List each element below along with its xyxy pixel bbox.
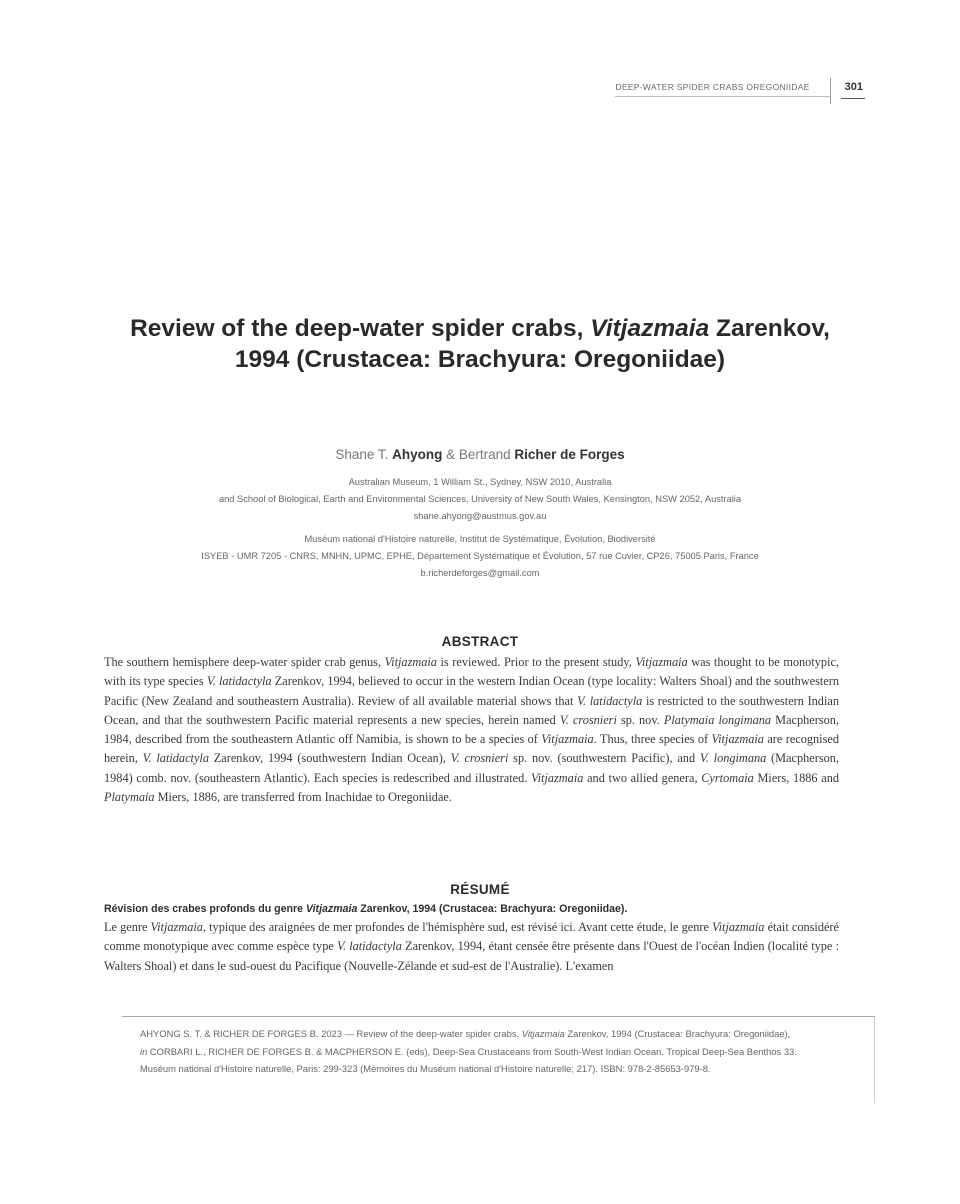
resume-heading: RÉSUMÉ <box>450 882 510 897</box>
author-line <box>0 447 960 462</box>
taxon-name: V. latidactyla <box>142 751 209 766</box>
text-run: (Macpherson, 1984) comb. nov. (southeastern Atlantic). Each species is redescribed and illustrated. <box>104 751 840 785</box>
author-separator: & <box>442 447 459 462</box>
text-run: , typique des araignées de mer profondes de l'hémisphère sud, est révisé ici. Avant cette étude, le genre <box>202 920 713 934</box>
affiliation-1-email[interactable]: shane.ahyong@austmus.gov.au <box>413 511 547 521</box>
taxon-name: Vitjazmaia <box>712 920 765 934</box>
text-run: are recognised herein, <box>104 732 839 766</box>
taxon-name: V. crosnieri <box>559 712 617 727</box>
text-run: était considéré comme monotypique avec comme espèce type <box>104 920 839 954</box>
text-run: Zarenkov, 1994 (southwestern Indian Ocean), <box>208 751 451 766</box>
author1-family: Ahyong <box>392 447 443 462</box>
text-run: sp. nov. (southwestern Pacific), and <box>508 751 700 766</box>
text-run: Miers, 1886 and <box>753 770 839 785</box>
resume-subtitle <box>104 903 627 915</box>
affiliation-2-line-1: Muséum national d'Histoire naturelle, Institut de Systématique, Évolution, Biodiversité <box>304 534 656 544</box>
citation-line-3: Muséum national d'Histoire naturelle, Paris: 299-323 (Mémoires du Muséum national d'Histoire naturelle; 217). ISBN: 978-2-85653-979-8. <box>140 1063 711 1074</box>
author1-given: Shane T. <box>335 447 393 462</box>
taxon-name: Vitjazmaia <box>150 920 203 934</box>
page-number: 301 <box>841 78 865 99</box>
citation-in: in <box>140 1045 148 1057</box>
taxon-name: Cyrtomaia <box>701 770 754 785</box>
taxon-name: V. crosnieri <box>450 751 509 766</box>
affiliation-1-line-1: Australian Museum, 1 William St., Sydney, NSW 2010, Australia <box>348 477 612 487</box>
taxon-name: V. longimana <box>699 751 767 766</box>
abstract-body <box>104 653 839 807</box>
text-run: . Thus, three species of <box>593 732 712 747</box>
affiliation-1 <box>0 474 960 525</box>
taxon-name: V. latidactyla <box>577 693 643 708</box>
text-run: is restricted to the southwestern Indian Ocean, and that the southwestern Pacific material represents a new species, herein named <box>104 693 839 727</box>
taxon-name: Vitjazmaia <box>531 770 584 785</box>
taxon-name: Vitjazmaia <box>711 732 764 747</box>
citation-line-1 <box>140 1025 860 1043</box>
text-run: Zarenkov, 1994, believed to occur in the western Indian Ocean (type locality: Walters Shoal) and the southwestern Pacific (New Zealand and southeastern Australia). Review of all available material shows that <box>104 674 839 708</box>
citation-authors: AHYONG S. T. & RICHER DE FORGES B. 2023 — Review of the deep-water spider crabs, <box>140 1028 522 1039</box>
resume-body <box>104 918 839 976</box>
taxon-name: Platymaia <box>104 790 155 805</box>
taxon-name: Platymaia longimana <box>663 712 772 727</box>
affiliation-2-line-2: ISYEB - UMR 7205 - CNRS, MNHN, UPMC, EPHE, Département Systématique et Évolution, 57 rue Cuvier, CP26, 75005 Paris, France <box>201 551 759 561</box>
text-run: Le genre <box>104 920 151 934</box>
author2-family: Richer de Forges <box>514 447 625 462</box>
text-run: and two allied genera, <box>583 770 702 785</box>
text-run: sp. nov. <box>616 712 664 727</box>
taxon-name: V. latidactyla <box>206 674 272 689</box>
title-line2: 1994 (Crustacea: Brachyura: Oregoniidae) <box>234 346 726 373</box>
text-run: The southern hemisphere deep-water spider crab genus, <box>104 655 385 669</box>
affiliation-2-email[interactable]: b.richerdeforges@gmail.com <box>420 568 540 578</box>
citation-box <box>122 1016 875 1103</box>
text-run: Zarenkov, 1994, étant censée être présente dans l'Ouest de l'océan Indien (localité type : Walters Shoal) et dans le sud-ouest du Pacifique (Nouvelle-Zélande et sud-est de l'Australie). L'examen <box>104 939 839 973</box>
resume-subtitle-genus: Vitjazmaia <box>305 903 358 915</box>
affiliation-1-line-2: and School of Biological, Earth and Environmental Sciences, University of New South Wales, Kensington, NSW 2052, Australia <box>218 494 742 504</box>
abstract-heading: ABSTRACT <box>441 634 519 649</box>
title-part2: Zarenkov, <box>709 315 830 342</box>
citation-source: CORBARI L., RICHER DE FORGES B. & MACPHERSON E. (eds), Deep-Sea Crustaceans from South-West Indian Ocean. Tropical Deep-Sea Benthos 33. <box>147 1045 797 1057</box>
taxon-name: V. latidactyla <box>337 939 402 954</box>
affiliation-2 <box>0 531 960 582</box>
header-divider <box>830 78 831 104</box>
citation-genus: Vitjazmaia <box>521 1028 565 1039</box>
text-run: is reviewed. Prior to the present study, <box>436 655 636 669</box>
resume-subtitle-part2: Zarenkov, 1994 (Crustacea: Brachyura: Oregoniidae). <box>357 903 628 915</box>
author2-given: Bertrand <box>458 447 515 462</box>
title-part1: Review of the deep-water spider crabs, <box>130 315 591 342</box>
citation-line-2 <box>140 1043 860 1061</box>
text-run: Miers, 1886, are transferred from Inachidae to Oregoniidae. <box>154 790 452 805</box>
taxon-name: Vitjazmaia <box>541 732 594 747</box>
article-title <box>0 313 960 375</box>
running-header <box>615 78 865 102</box>
text-run: Macpherson, 1984, described from the southeastern Atlantic off Namibia, is shown to be a species of <box>104 712 839 747</box>
citation-title-rest: Zarenkov, 1994 (Crustacea: Brachyura: Oregoniidae), <box>564 1028 791 1039</box>
taxon-name: Vitjazmaia <box>384 655 437 669</box>
taxon-name: Vitjazmaia <box>635 655 688 669</box>
text-run: was thought to be monotypic, with its type species <box>104 655 839 689</box>
title-genus: Vitjazmaia <box>590 315 710 342</box>
running-title: DEEP-WATER SPIDER CRABS OREGONIIDAE <box>615 78 829 97</box>
resume-subtitle-part1: Révision des crabes profonds du genre <box>104 903 306 915</box>
